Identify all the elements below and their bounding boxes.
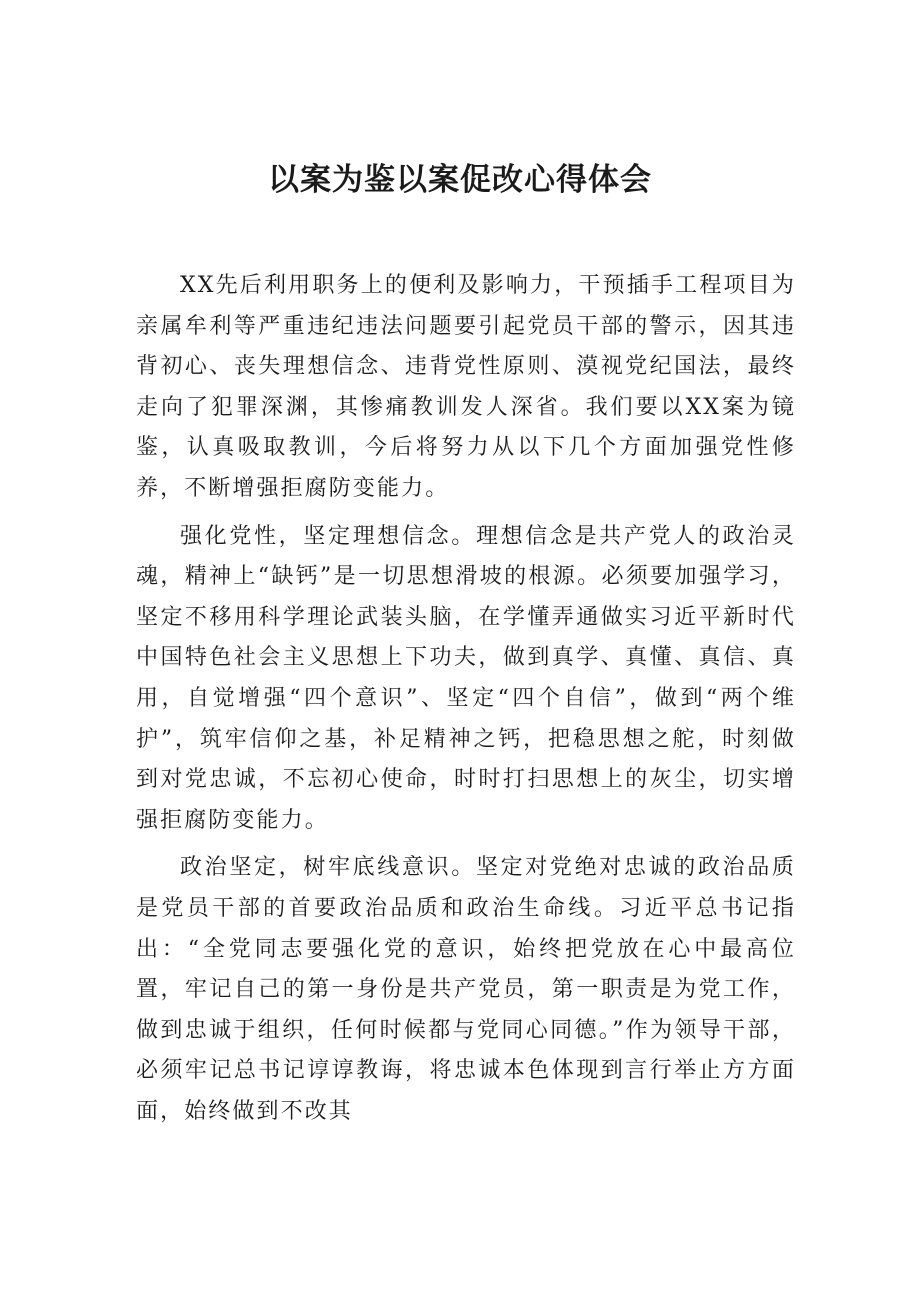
paragraph-1: XX先后利用职务上的便利及影响力，干预插手工程项目为亲属牟利等严重违纪违法问题要引起党员干部的警示，因其违背初心、丧失理想信念、违背党性原则、漠视党纪国法，最终走向了犯罪深渊，其惨痛教训发人深省。我们要以XX案为镜鉴，认真吸取教训，今后将努力从以下几个方面加强党性修养，不断增强拒腐防变能力。 — [136, 273, 796, 501]
document-body — [136, 266, 796, 1132]
paragraph-3: 政治坚定，树牢底线意识。坚定对党绝对忠诚的政治品质是党员干部的首要政治品质和政治生命线。习近平总书记指出：“全党同志要强化党的意识，始终把党放在心中最高位置，牢记自己的第一身份是共产党员，第一职责是为党工作，做到忠诚于组织，任何时候都与党同心同德。”作为领导干部，必须牢记总书记谆谆教诲，将忠诚本色体现到言行举止方方面面，始终做到不改其 — [136, 855, 796, 1124]
document-title: 以案为鉴以案促改心得体会 — [268, 162, 652, 198]
paragraph-2: 强化党性，坚定理想信念。理想信念是共产党人的政治灵魂，精神上“缺钙”是一切思想滑坡的根源。必须要加强学习，坚定不移用科学理论武装头脑，在学懂弄通做实习近平新时代中国特色社会主义思想上下功夫，做到真学、真懂、真信、真用，自觉增强“四个意识”、坚定“四个自信”，做到“两个维护”，筑牢信仰之基，补足精神之钙，把稳思想之舵，时刻做到对党忠诚，不忘初心使命，时时打扫思想上的灰尘，切实增强拒腐防变能力。 — [136, 523, 796, 833]
